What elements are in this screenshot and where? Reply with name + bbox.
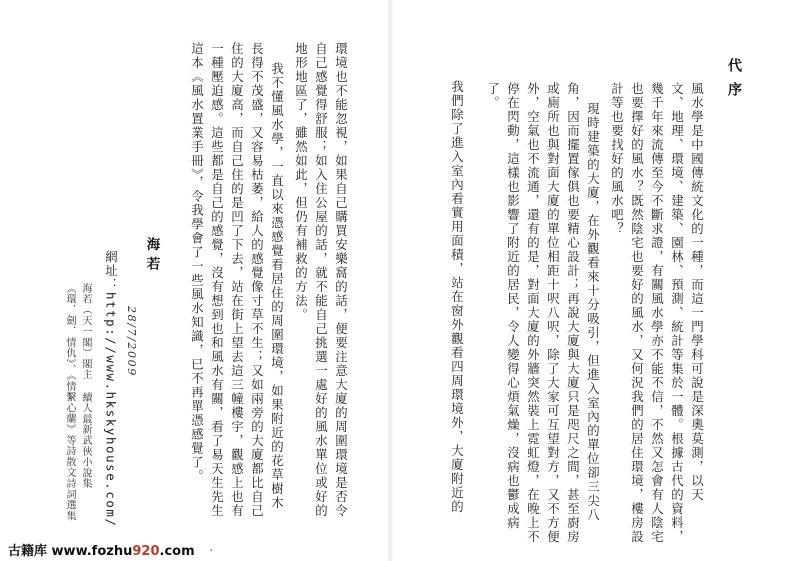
website-url[interactable]: http://www.hkskyhouse.com/ <box>103 292 119 528</box>
right-column-11: 了。 <box>485 82 501 110</box>
right-column-1: 風水學是中國傳統文化的一種，而這一門學科可說是深奧莫測，以天 <box>689 82 705 502</box>
site-watermark <box>8 540 213 559</box>
right-column-6: 現時建築的大廈，在外觀看來十分吸引，但進入室內的單位卻三尖八 <box>585 102 601 522</box>
left-column-6: 住的大廈高，而自己住的是凹了下去，站在街上望去這三幢樓宇，觀感上也有 <box>229 42 245 518</box>
left-column-4: 我不懂風水學，一直以來憑感覺看居住的周圍環境，如果附近的花草樹木 <box>269 62 285 510</box>
right-column-10: 停在閃動，這樣也影響了附近的居民，令人變得心煩氣燥，沒病也鬱成病 <box>505 82 521 530</box>
signature-date: 28/7/2009 <box>125 306 138 377</box>
watermark-url-prefix: www.fozhu <box>51 544 133 559</box>
right-column-7: 角，因而擺置傢俱也要精心設計；再說大廈與大廈只是咫尺之間，甚至廚房 <box>565 82 581 544</box>
right-column-4: 也要擇好的風水？既然陰宅也要好的風水，又何況我們的居住環境，樓房設 <box>629 82 645 544</box>
left-column-3: 地形地區了，雖然如此，但仍有補救的方法。 <box>293 42 309 322</box>
watermark-url-suffix: .com <box>159 544 195 559</box>
preface-title: 代序 <box>726 58 742 106</box>
author-signature: 海若 <box>143 237 160 276</box>
right-column-3: 幾千年來流傳至今不斷求證，有關風水學亦不能不信，不然又怎會有人陰宅 <box>649 82 665 544</box>
author-bio-line-2: 《環．劍．情仇》、《情繫心蘭》等詩散文詩詞選集 <box>64 283 75 522</box>
left-column-5: 長得不茂盛，又容易枯萎，給人的感覺像寸草不生；又如兩旁的大廈都比自己 <box>249 42 265 518</box>
website-line <box>103 250 119 528</box>
website-label: 網址： <box>103 250 119 292</box>
left-column-8: 這本《風水置業手冊》，令我學會了一些風水知識，已不再單憑感覺了。 <box>189 42 205 484</box>
left-column-7: 一種壓迫感。這些都是自己的感覺，沒有想到也和風水有關，看了易天生先生 <box>209 42 225 518</box>
right-column-9: 外，空氣也不流通，還有的是，對面大廈的外牆突然裝上霓虹燈，在晚上不 <box>525 82 541 544</box>
right-column-12: 我們除了進入室內看實用面積，站在窗外觀看四周環境外，大廈附近的 <box>449 80 465 514</box>
book-gutter <box>386 0 396 561</box>
watermark-site-name: 古籍库 <box>8 544 48 559</box>
right-column-5: 計等也要找好的風水吧？ <box>609 82 625 236</box>
left-column-2: 自己感覺得舒服；如入住公屋的話，就不能自己挑選一處好的風水單位或好的 <box>313 42 329 518</box>
watermark-dot: · <box>209 544 214 559</box>
watermark-url <box>52 544 195 559</box>
right-column-8: 或廁所也與對面大廈的單位相距十呎八呎，除了大家可互望對方，又不方便 <box>545 82 561 544</box>
left-column-1: 環境也不能忽視，如果自己購買安樂窩的話，便要注意大廈的周圍環境是否令 <box>333 42 349 518</box>
author-bio-line-1: 海若（天一閣）閣主 續人最新武俠小說集 <box>80 283 91 490</box>
right-column-2: 文、地理、環境、建築、園林、預測、統計等集於一體。根據古代的資料， <box>669 82 685 544</box>
watermark-url-number: 920 <box>132 544 160 559</box>
